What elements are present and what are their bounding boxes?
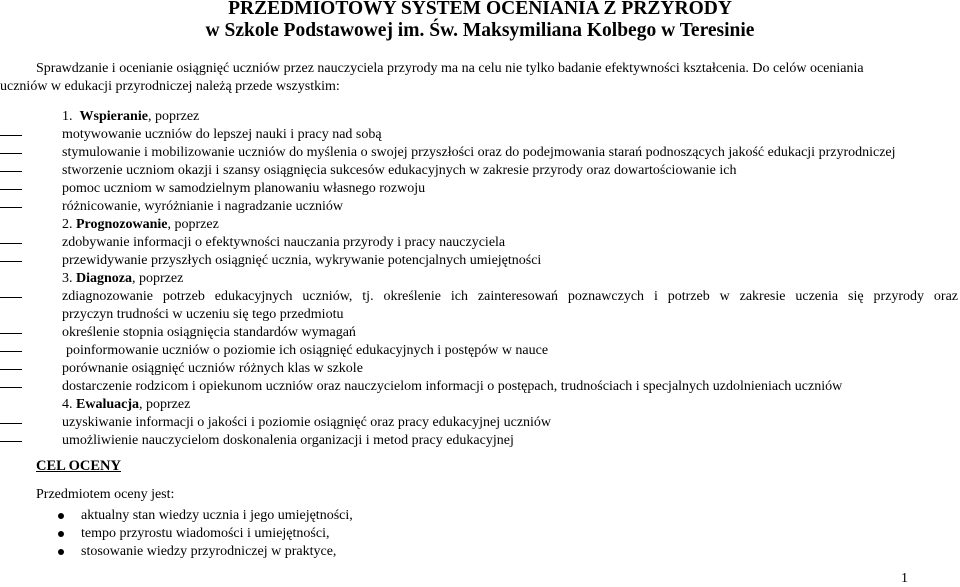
bullet-dot-icon: [58, 513, 64, 519]
intro-line-1: Sprawdzanie i ocenianie osiągnięć uczniów przez nauczyciela przyrody ma na celu nie tylko badanie efektywności kształcenia. Do celów oceniania: [36, 61, 864, 76]
section-name: Ewaluacja: [76, 397, 139, 412]
bullet-dot-icon: [58, 531, 64, 537]
dash-marker: [0, 423, 22, 424]
bullet-text: stosowanie wiedzy przyrodniczej w praktyce,: [81, 544, 337, 559]
list-item-text: różnicowanie, wyróżnianie i nagradzanie uczniów: [62, 199, 344, 214]
section-suffix: , poprzez: [139, 397, 191, 412]
bullet-text: aktualny stan wiedzy ucznia i jego umiejętności,: [81, 508, 353, 523]
list-item-text: określenie stopnia osiągnięcia standardów wymagań: [62, 325, 356, 340]
dash-marker: [0, 351, 22, 352]
list-item-text: poinformowanie uczniów o poziomie ich osiągnięć edukacyjnych i postępów w nauce: [66, 343, 549, 358]
section-suffix: , poprzez: [147, 109, 200, 124]
list-item-text: motywowanie uczniów do lepszej nauki i pracy nad sobą: [62, 127, 382, 142]
cel-oceny-heading: CEL OCENY: [36, 458, 122, 474]
section-name: Prognozowanie: [76, 217, 168, 232]
list-item-text: dostarczenie rodzicom i opiekunom uczniów oraz nauczycielom informacji o postępach, trudnościach i specjalnych uzdolnieniach uczniów: [62, 379, 843, 394]
dash-marker: [0, 387, 22, 388]
list-item-text: umożliwienie nauczycielom doskonalenia organizacji i metod pracy edukacyjnej: [62, 433, 514, 448]
list-item-text: zdobywanie informacji o efektywności nauczania przyrody i pracy nauczyciela: [62, 235, 506, 250]
section-number: 2.: [62, 217, 73, 232]
dash-marker: [0, 297, 22, 298]
dash-marker: [0, 153, 22, 154]
dash-marker: [0, 135, 22, 136]
section-suffix: , poprzez: [132, 271, 184, 286]
dash-marker: [0, 207, 22, 208]
intro-paragraph: [0, 60, 960, 96]
section-number: 3.: [62, 271, 73, 286]
section-suffix: , poprzez: [167, 217, 219, 232]
dash-marker: [0, 171, 22, 172]
subject-intro: Przedmiotem oceny jest:: [36, 487, 175, 502]
list-item-text: uzyskiwanie informacji o jakości i poziomie osiągnięć oraz pracy edukacyjnej uczniów: [62, 415, 552, 430]
dash-marker: [0, 243, 22, 244]
bullet-dot-icon: [58, 549, 64, 555]
intro-line-2: uczniów w edukacji przyrodniczej należą przede wszystkim:: [0, 79, 340, 94]
bullet-text: tempo przyrostu wiadomości i umiejętności,: [81, 526, 330, 541]
dash-marker: [0, 333, 22, 334]
page-number: 1: [901, 571, 908, 586]
section-number: 1.: [62, 109, 73, 124]
list-item-text: zdiagnozowanie potrzeb edukacyjnych uczniów, tj. określenie ich zainteresowań poznawczych i potrzeb w zakresie uczenia się przyrody oraz: [62, 289, 958, 304]
dash-marker: [0, 189, 22, 190]
dash-marker: [0, 261, 22, 262]
list-item-text: porównanie osiągnięć uczniów różnych klas w szkole: [62, 361, 363, 376]
document-subtitle: w Szkole Podstawowej im. Św. Maksymiliana Kolbego w Teresinie: [205, 20, 755, 41]
document-title: PRZEDMIOTOWY SYSTEM OCENIANIA Z PRZYRODY: [228, 0, 732, 19]
dash-marker: [0, 441, 22, 442]
dash-marker: [0, 369, 22, 370]
section-number: 4.: [62, 397, 73, 412]
list-item-text: pomoc uczniom w samodzielnym planowaniu własnego rozwoju: [62, 181, 426, 196]
list-item-text: stworzenie uczniom okazji i szansy osiągnięcia sukcesów edukacyjnych w zakresie przyrody oraz dowartościowanie ich: [62, 163, 737, 178]
list-item-text: przyczyn trudności w uczeniu się tego przedmiotu: [62, 307, 344, 322]
list-item-text: przewidywanie przyszłych osiągnięć ucznia, wykrywanie potencjalnych umiejętności: [62, 253, 542, 268]
list-item-text: stymulowanie i mobilizowanie uczniów do myślenia o swojej przyszłości oraz do podejmowania starań podnoszących jakość edukacji przyrodniczej: [62, 145, 896, 160]
section-name: Wspieranie: [79, 109, 148, 124]
section-name: Diagnoza: [76, 271, 132, 286]
